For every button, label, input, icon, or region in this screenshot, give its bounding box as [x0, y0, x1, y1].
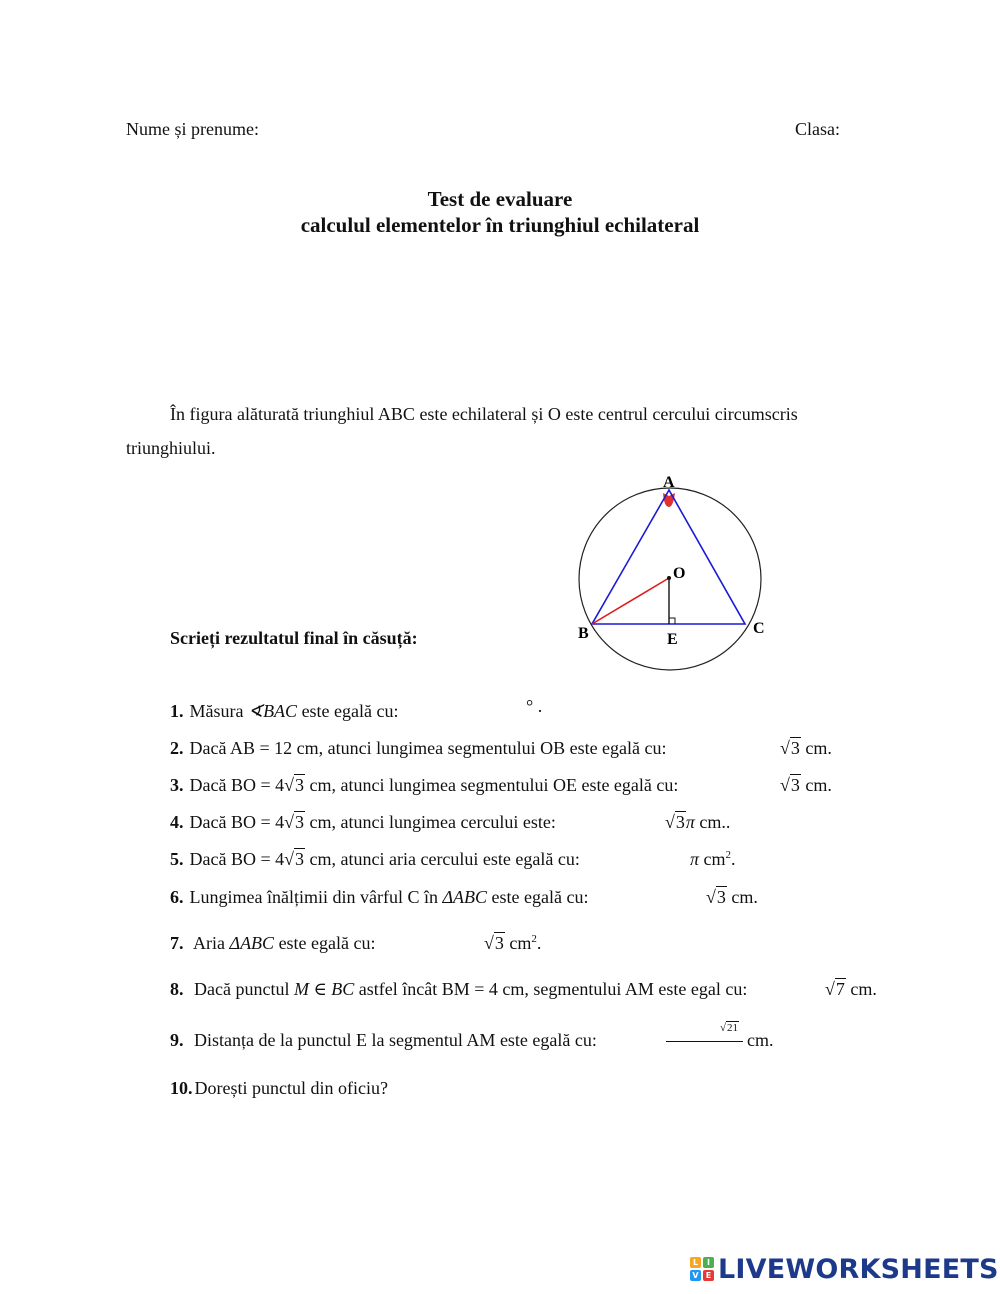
unit: cm. [800, 738, 832, 758]
point-o [667, 576, 671, 580]
answer-5-suffix [690, 849, 736, 870]
radicand: 3 [675, 812, 685, 832]
question-number: 3. [170, 775, 184, 795]
unit: cm [699, 849, 726, 869]
question-number: 10. [170, 1078, 193, 1098]
question-7 [170, 933, 376, 954]
answer-9-fraction [666, 1022, 744, 1044]
question-5: 5. Dacă BO = 4√3 cm, atunci aria cercului este egală cu: [170, 849, 580, 869]
question-text: Dacă BO = 4 [189, 849, 285, 869]
radicand: 3 [494, 933, 504, 953]
answer-4-suffix: √3π cm.. [665, 812, 731, 832]
answer-7-suffix: √3 $cm^2$. [484, 933, 542, 953]
question-number: 9. [170, 1030, 184, 1050]
logo-text: LIVEWORKSHEETS [718, 1253, 999, 1285]
logo-mark-icon: L I V E [690, 1257, 714, 1281]
question-text: Distanța de la punctul E la segmentul AM este egală cu: [189, 1030, 597, 1050]
question-number: 6. [170, 887, 184, 907]
page-subtitle: calculul elementelor în triunghiul echilateral [300, 213, 700, 237]
liveworksheets-logo [690, 1252, 999, 1286]
question-text: Dorești punctul din oficiu? [194, 1078, 388, 1098]
answer-9-unit: cm. [747, 1030, 774, 1050]
question-number: 7. [170, 933, 184, 953]
pi-symbol: π [685, 812, 695, 832]
math-expression: ΔABC [229, 933, 275, 953]
question-2 [170, 738, 667, 759]
label-o: O [673, 565, 686, 582]
question-1 [170, 701, 399, 722]
question-8 [170, 979, 747, 1000]
name-label: Nume și prenume: [126, 119, 259, 139]
question-10 [170, 1078, 388, 1099]
question-text: Dacă AB = 12 cm, atunci lungimea segmentului OB este egală cu: [189, 738, 667, 758]
segment-ob [592, 578, 669, 624]
question-text: Dacă BO = 4 [189, 812, 285, 832]
exponent: 2 [725, 849, 732, 861]
answer-8-suffix: √7 cm. [825, 979, 877, 999]
answer-2-suffix: √3 cm. [780, 738, 832, 758]
radicand: 3 [295, 775, 305, 795]
question-6 [170, 887, 588, 908]
question-9 [170, 1030, 597, 1051]
intro-line-1: În figura alăturată triunghiul ABC este echilateral și O este centrul cercului circumscris [170, 404, 798, 424]
label-c: C [753, 620, 765, 637]
question-text: Lungimea înălțimii din vârful C în [189, 887, 443, 907]
question-3: 3. Dacă BO = 4√3 cm, atunci lungimea segmentului OE este egală cu: [170, 775, 679, 795]
intro-line-2: triunghiului. [126, 438, 216, 458]
question-text: astfel încât BM = 4 cm, segmentului AM este egal cu: [354, 979, 748, 999]
question-text: cm, atunci aria cercului este egală cu: [305, 849, 580, 869]
radicand: 3 [295, 812, 305, 832]
unit: cm [504, 933, 532, 953]
question-text: cm, atunci lungimea segmentului OE este egală cu: [305, 775, 679, 795]
question-text: Dacă punctul [189, 979, 294, 999]
question-number: 2. [170, 738, 184, 758]
answer-1-suffix: ° . [526, 696, 543, 716]
right-angle-marker [669, 618, 675, 624]
radicand: 3 [716, 887, 726, 907]
triangle-figure [570, 470, 780, 680]
question-text: Măsura [189, 701, 248, 721]
radicand: 3 [295, 849, 305, 869]
radicand: 3 [790, 738, 800, 758]
question-text: cm, atunci lungimea cercului este: [305, 812, 556, 832]
question-number: 5. [170, 849, 184, 869]
fraction-bar [666, 1041, 743, 1042]
question-text: este egală cu: [274, 933, 376, 953]
question-text: Dacă BO = 4 [189, 775, 285, 795]
answer-6-suffix: √3 cm. [706, 887, 758, 907]
math-expression: M ∈ BC [293, 979, 355, 999]
radicand: 3 [790, 775, 800, 795]
question-number: 1. [170, 701, 184, 721]
question-4: 4. Dacă BO = 4√3 cm, atunci lungimea cercului este: [170, 812, 556, 832]
question-text: este egală cu: [297, 701, 399, 721]
radicand: 21 [727, 1022, 739, 1034]
page-title: Test de evaluare [427, 187, 573, 211]
pi-symbol: π [690, 849, 700, 869]
unit: cm. [726, 887, 758, 907]
exponent: 2 [531, 933, 537, 945]
math-expression: ∢BAC [247, 701, 298, 721]
question-number: 4. [170, 812, 184, 832]
unit: cm.. [694, 812, 731, 832]
period: . [536, 933, 542, 953]
unit: cm. [845, 979, 877, 999]
class-label: Clasa: [795, 119, 840, 139]
question-text: este egală cu: [487, 887, 589, 907]
unit: cm. [800, 775, 832, 795]
instruction: Scrieți rezultatul final în căsuță: [170, 628, 418, 648]
math-expression: ΔABC [442, 887, 488, 907]
fraction-numerator: √21 [720, 1022, 739, 1034]
period: . [731, 849, 736, 869]
label-b: B [578, 625, 589, 642]
label-a: A [663, 474, 675, 491]
label-e: E [667, 631, 678, 648]
question-text: Aria [189, 933, 230, 953]
question-number: 8. [170, 979, 184, 999]
answer-3-suffix: √3 cm. [780, 775, 832, 795]
angle-a-marker [663, 493, 675, 507]
radicand: 7 [835, 979, 845, 999]
